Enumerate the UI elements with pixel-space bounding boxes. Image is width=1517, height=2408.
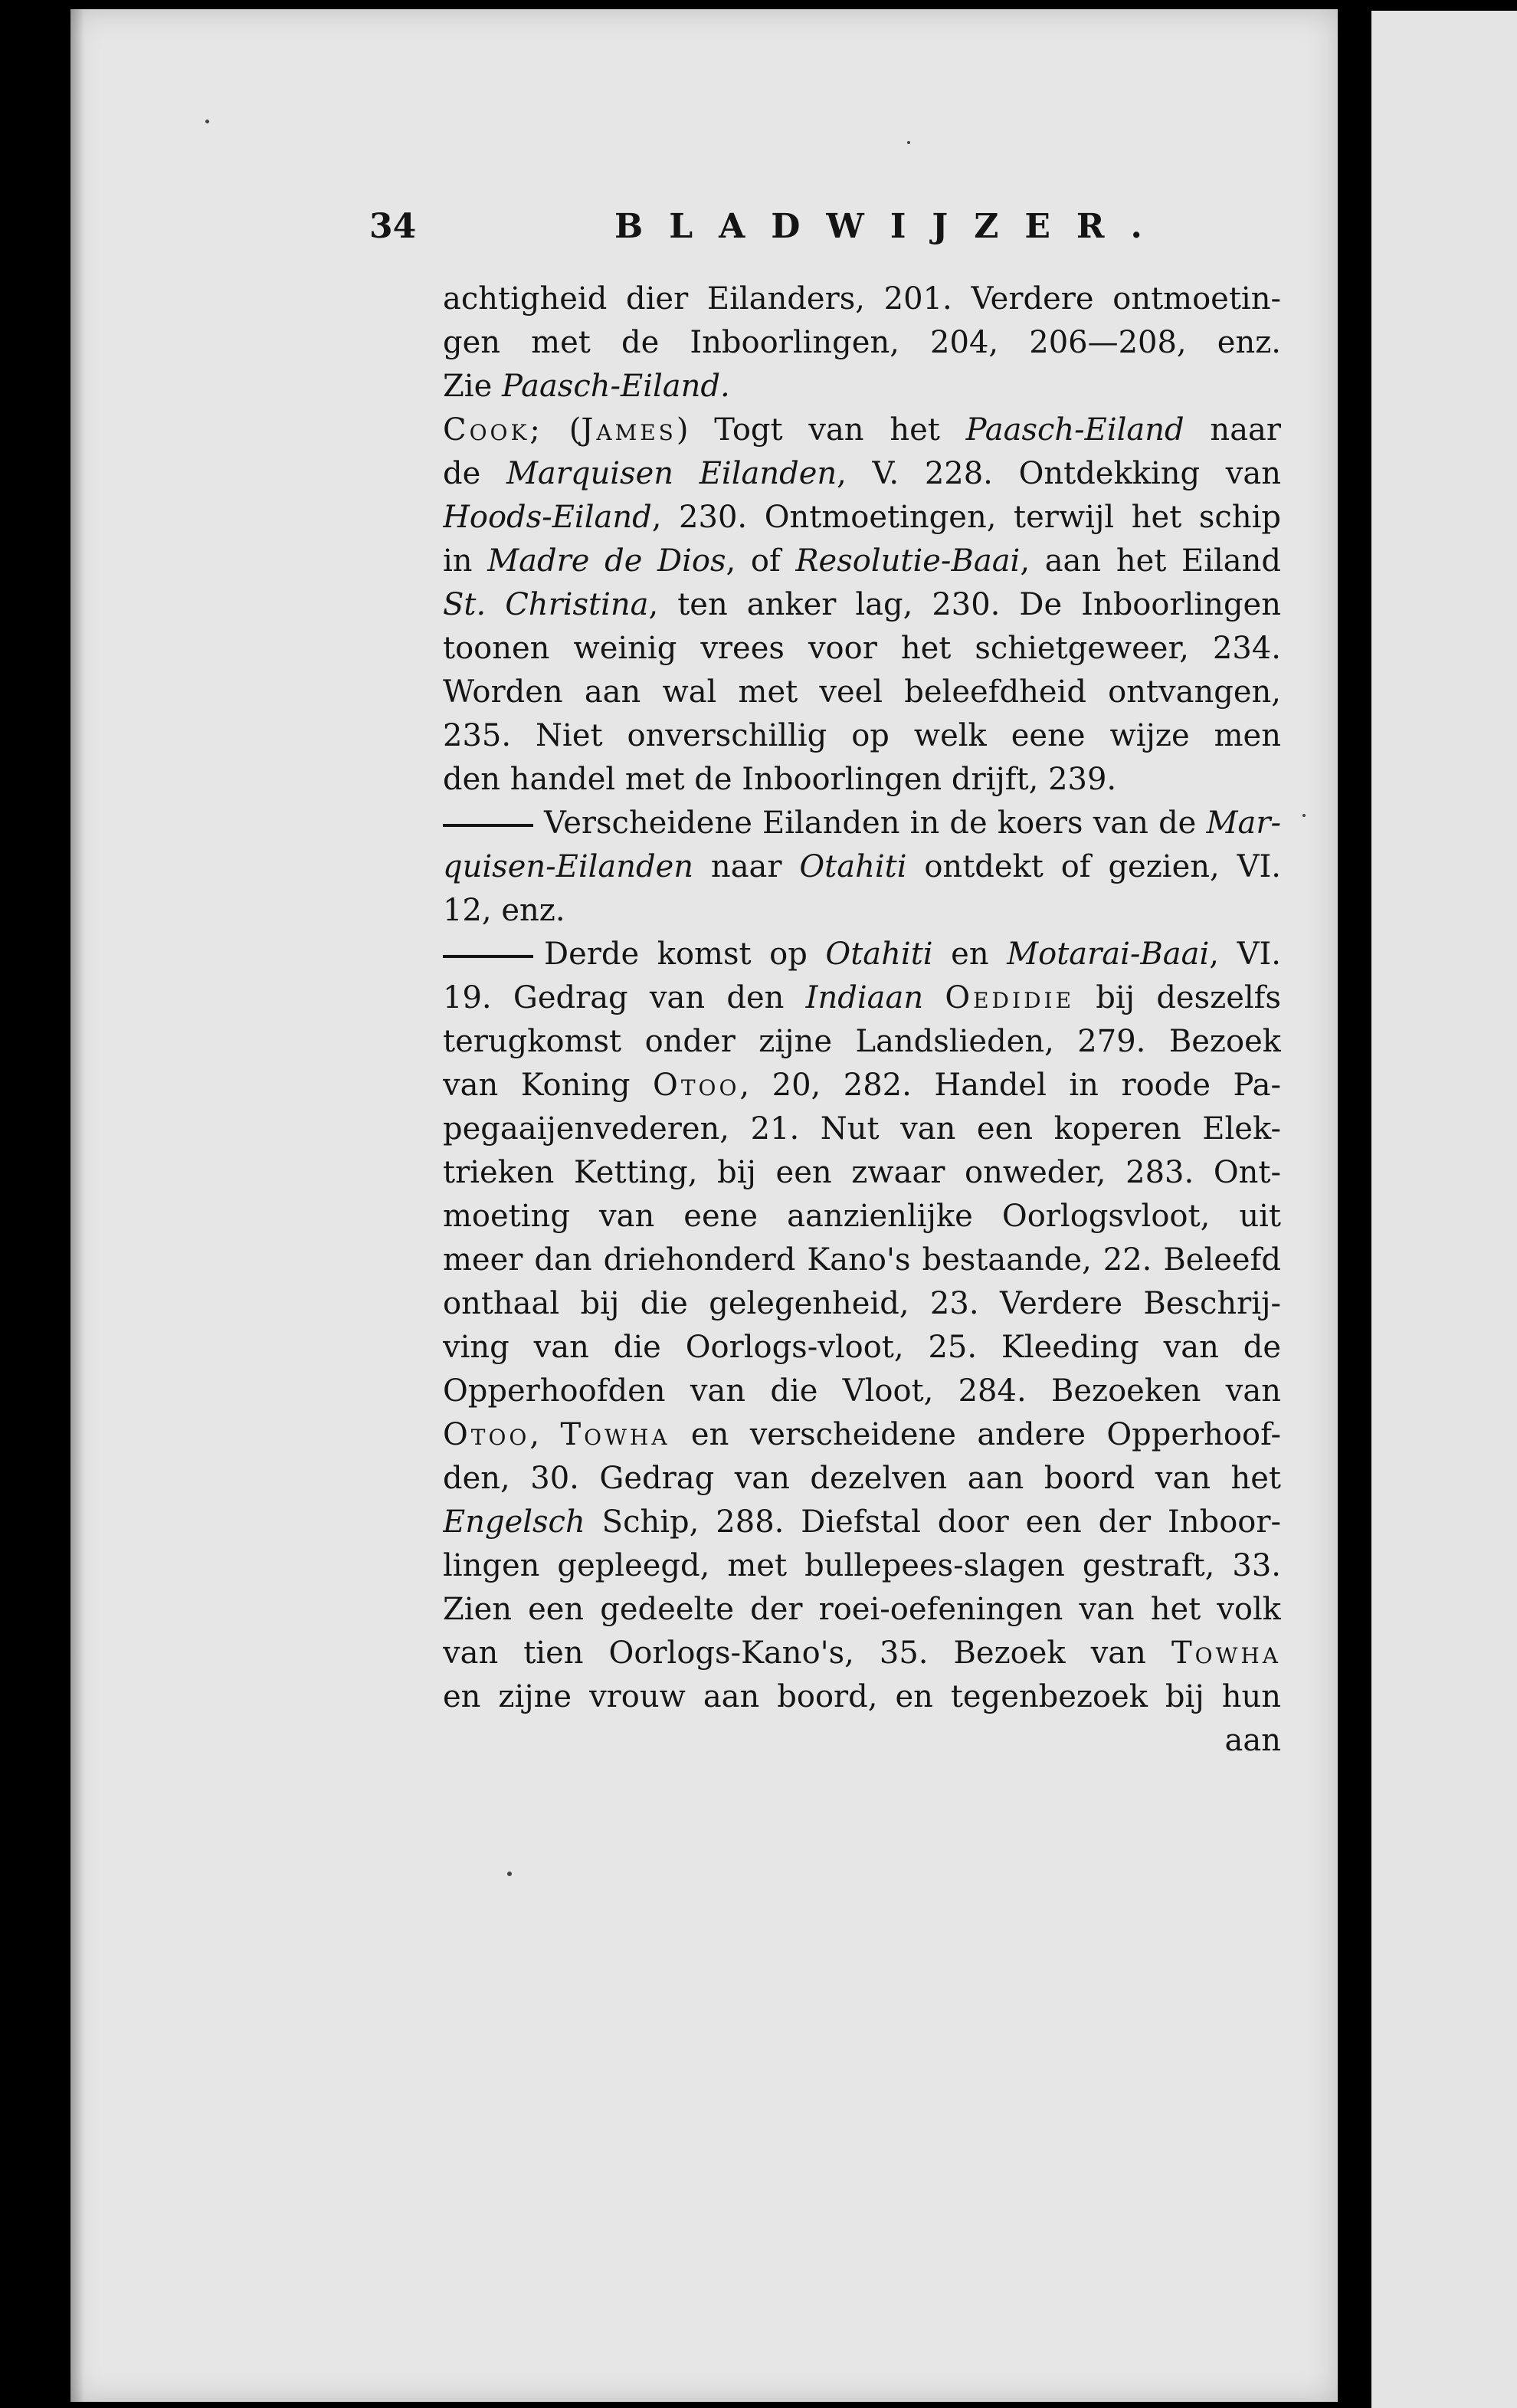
book-page (70, 9, 1338, 2402)
text-run: achtigheid dier Eilanders, 201. Verdere ontmoetin- (443, 281, 1281, 317)
text-line (443, 1588, 1281, 1632)
paper-speck (205, 120, 209, 123)
text-run: naar (1184, 412, 1281, 448)
text-line (443, 1632, 1281, 1675)
text-run: Zie (443, 369, 502, 404)
italic-run: Resolutie-Baai (795, 543, 1021, 579)
text-run: 235. Niet onverschillig op welk eene wijze men (443, 718, 1281, 753)
text-run: , 230. Ontmoetingen, terwijl het schip (651, 500, 1281, 535)
italic-run: Paasch-Eiland (965, 412, 1184, 448)
italic-run: St. Christina (443, 587, 649, 622)
text-line (443, 1238, 1281, 1282)
page-header (369, 207, 1258, 253)
small-caps-run: Towha (1171, 1635, 1281, 1671)
text-run: en (932, 937, 1008, 972)
small-caps-run: Otoo (653, 1068, 740, 1103)
text-run: meer dan driehonderd Kano's bestaande, 22. Beleefd (443, 1242, 1281, 1278)
text-run: den handel met de Inboorlingen drijft, 239. (443, 762, 1117, 797)
text-run: ving van die Oorlogs-vloot, 25. Kleeding van de (443, 1330, 1281, 1365)
italic-run: Otahiti (825, 937, 933, 972)
text-run: en zijne vrouw aan boord, en tegenbezoek bij hun (443, 1679, 1281, 1714)
text-line (443, 1675, 1281, 1719)
text-run: ( (542, 412, 582, 448)
text-run: Zien een gedeelte der roei-oefeningen van het volk (443, 1592, 1281, 1627)
text-run: 12, enz. (443, 893, 565, 928)
text-line (443, 1151, 1281, 1195)
index-text (443, 277, 1281, 1763)
small-caps-run: James (581, 412, 677, 448)
text-line (443, 452, 1281, 496)
text-run: toonen weinig vrees voor het schietgeweer, 234. (443, 631, 1281, 666)
text-line (443, 408, 1281, 452)
paper-speck (907, 141, 910, 144)
text-line (443, 540, 1281, 583)
text-line (443, 1195, 1281, 1238)
text-line (443, 1413, 1281, 1457)
text-run: onthaal bij die gelegenheid, 23. Verdere Beschrij- (443, 1286, 1281, 1321)
text-run: , VI. (1209, 937, 1281, 972)
italic-run: Mar- (1206, 805, 1281, 841)
italic-run: Motarai-Baai (1007, 937, 1210, 972)
italic-run: Otahiti (799, 849, 907, 884)
text-line (443, 583, 1281, 627)
text-run: terugkomst onder zijne Landslieden, 279. Bezoek (443, 1024, 1281, 1059)
repeat-entry-dash (443, 955, 533, 958)
paper-speck (1302, 814, 1306, 817)
text-run: en verscheidene andere Opperhoof- (670, 1417, 1281, 1452)
text-run: bij deszelfs (1074, 980, 1281, 1015)
text-run: den, 30. Gedrag van dezelven aan boord van het (443, 1461, 1281, 1496)
text-run: , 20, 282. Handel in roode Pa- (739, 1068, 1281, 1103)
italic-run: Paasch-Eiland. (501, 369, 730, 404)
italic-run: Indiaan (805, 980, 924, 1015)
text-run: , ten anker lag, 230. De Inboorlingen (648, 587, 1281, 622)
italic-run: quisen-Eilanden (443, 849, 694, 884)
text-line (443, 1282, 1281, 1326)
text-run: lingen gepleegd, met bullepees-slagen gestraft, 33. (443, 1548, 1281, 1583)
text-run: Derde komst op (544, 937, 826, 972)
text-run: naar (693, 849, 800, 884)
text-line (443, 1719, 1281, 1763)
italic-run: Marquisen Eilanden (506, 456, 837, 491)
text-line (443, 1107, 1281, 1151)
small-caps-run: Otoo (443, 1417, 530, 1452)
text-line (443, 933, 1281, 976)
small-caps-run: Oedidie (945, 980, 1075, 1015)
text-line (443, 671, 1281, 714)
text-run: pegaaijenvederen, 21. Nut van een koperen Elek- (443, 1111, 1281, 1147)
text-run: trieken Ketting, bij een zwaar onweder, 283. Ont- (443, 1155, 1281, 1190)
text-run: Verscheidene Eilanden in de koers van de (544, 805, 1207, 841)
text-line (443, 496, 1281, 540)
text-line (443, 1501, 1281, 1544)
text-run: moeting van eene aanzienlijke Oorlogsvloot, uit (443, 1199, 1281, 1234)
text-line (443, 714, 1281, 758)
text-line (443, 365, 1281, 408)
small-caps-run: Towha (560, 1417, 670, 1452)
text-run: Opperhoofden van die Vloot, 284. Bezoeken van (443, 1373, 1281, 1409)
facing-page-edge (1371, 11, 1517, 2408)
text-line (443, 758, 1281, 802)
text-line (443, 802, 1281, 845)
small-caps-run: Cook; (443, 412, 543, 448)
text-line (443, 845, 1281, 889)
text-run: , V. 228. Ontdekking van (837, 456, 1281, 491)
text-line (443, 627, 1281, 671)
text-line (443, 1064, 1281, 1107)
text-run: ontdekt of gezien, VI. (906, 849, 1281, 884)
text-line (443, 1370, 1281, 1413)
text-run: van tien Oorlogs-Kano's, 35. Bezoek van (443, 1635, 1171, 1671)
page-number: 34 (369, 207, 417, 246)
text-line (443, 1326, 1281, 1370)
text-line (443, 976, 1281, 1020)
italic-run: Madre de Dios (487, 543, 726, 579)
text-run: Schip, 288. Diefstal door een der Inboor- (585, 1504, 1281, 1540)
text-line (443, 321, 1281, 365)
text-run: ) Togt van het (676, 412, 966, 448)
text-run: 19. Gedrag van den (443, 980, 806, 1015)
repeat-entry-dash (443, 824, 533, 827)
text-line (443, 1457, 1281, 1501)
text-run: , aan het Eiland (1020, 543, 1281, 579)
text-line (443, 889, 1281, 933)
paper-speck (507, 1872, 512, 1876)
text-run: de (443, 456, 506, 491)
text-line (443, 1544, 1281, 1588)
text-line (443, 1020, 1281, 1064)
text-run: , (529, 1417, 561, 1452)
text-run: van Koning (443, 1068, 654, 1103)
text-run: gen met de Inboorlingen, 204, 206—208, enz. (443, 325, 1281, 360)
running-head: BLADWIJZER. (614, 207, 1168, 246)
text-run (923, 980, 945, 1015)
text-run: Worden aan wal met veel beleefdheid ontvangen, (443, 674, 1281, 710)
text-run: , of (726, 543, 796, 579)
text-run: aan (1224, 1723, 1281, 1758)
italic-run: Hoods-Eiland (443, 500, 652, 535)
text-line (443, 277, 1281, 321)
italic-run: Engelsch (443, 1504, 585, 1540)
text-run: in (443, 543, 488, 579)
